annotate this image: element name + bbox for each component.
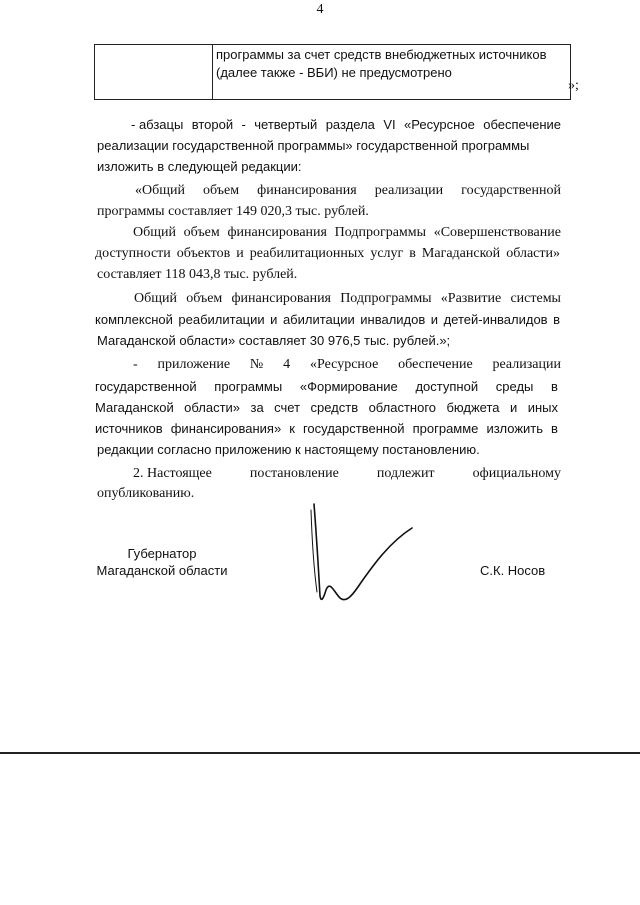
para5-line3: Магаданской области» за счет средств областного бюджета и иных	[95, 400, 558, 415]
para1-line2: реализации государственной программы» государственной программы	[97, 138, 530, 153]
para5-line2: государственной программы «Формирование доступной среды в	[95, 379, 558, 394]
table-closing-quote: »;	[568, 78, 579, 93]
para5-line5: редакции согласно приложению к настоящему постановлению.	[97, 442, 480, 457]
handwritten-signature	[290, 500, 430, 610]
table-text-line-2: (далее также - ВБИ) не предусмотрено	[216, 65, 452, 80]
para4-line3: Магаданской области» составляет 30 976,5 тыс. рублей.»;	[97, 333, 451, 348]
signatory-name: С.К. Носов	[480, 563, 546, 578]
para3-line1: Общий объем финансирования Подпрограммы «Совершенствование	[133, 225, 561, 240]
para3-line3: составляет 118 043,8 тыс. рублей.	[97, 267, 298, 282]
para3-line2: доступности объектов и реабилитационных услуг в Магаданской области»	[95, 246, 560, 261]
para6-line2: опубликованию.	[97, 486, 195, 501]
para5-line4: источников финансирования» к государственной программе изложить в	[95, 421, 558, 436]
footer-rule	[0, 752, 640, 754]
signatory-title: Губернатор Магаданской области	[96, 546, 228, 578]
para5-line1: - приложение № 4 «Ресурсное обеспечение реализации	[133, 357, 561, 372]
para4-line2: комплексной реабилитации и абилитации инвалидов и детей-инвалидов в	[95, 312, 560, 327]
para4-line1: Общий объем финансирования Подпрограммы «Развитие системы	[134, 291, 561, 306]
para1-line1: - абзацы второй - четвертый раздела VI «Ресурсное обеспечение	[131, 117, 561, 132]
para2-line2: программы составляет 149 020,3 тыс. рублей.	[97, 204, 369, 219]
continued-table	[94, 44, 571, 100]
table-text-line-1: программы за счет средств внебюджетных источников	[216, 47, 547, 62]
table-text-cell	[213, 45, 571, 100]
para6-line1: 2. Настоящее постановление подлежит официальному	[133, 466, 561, 481]
page-number: 4	[316, 2, 324, 17]
para2-line1: «Общий объем финансирования реализации государственной	[135, 183, 561, 198]
para1-line3: изложить в следующей редакции:	[97, 159, 302, 174]
table-empty-cell	[95, 45, 213, 100]
